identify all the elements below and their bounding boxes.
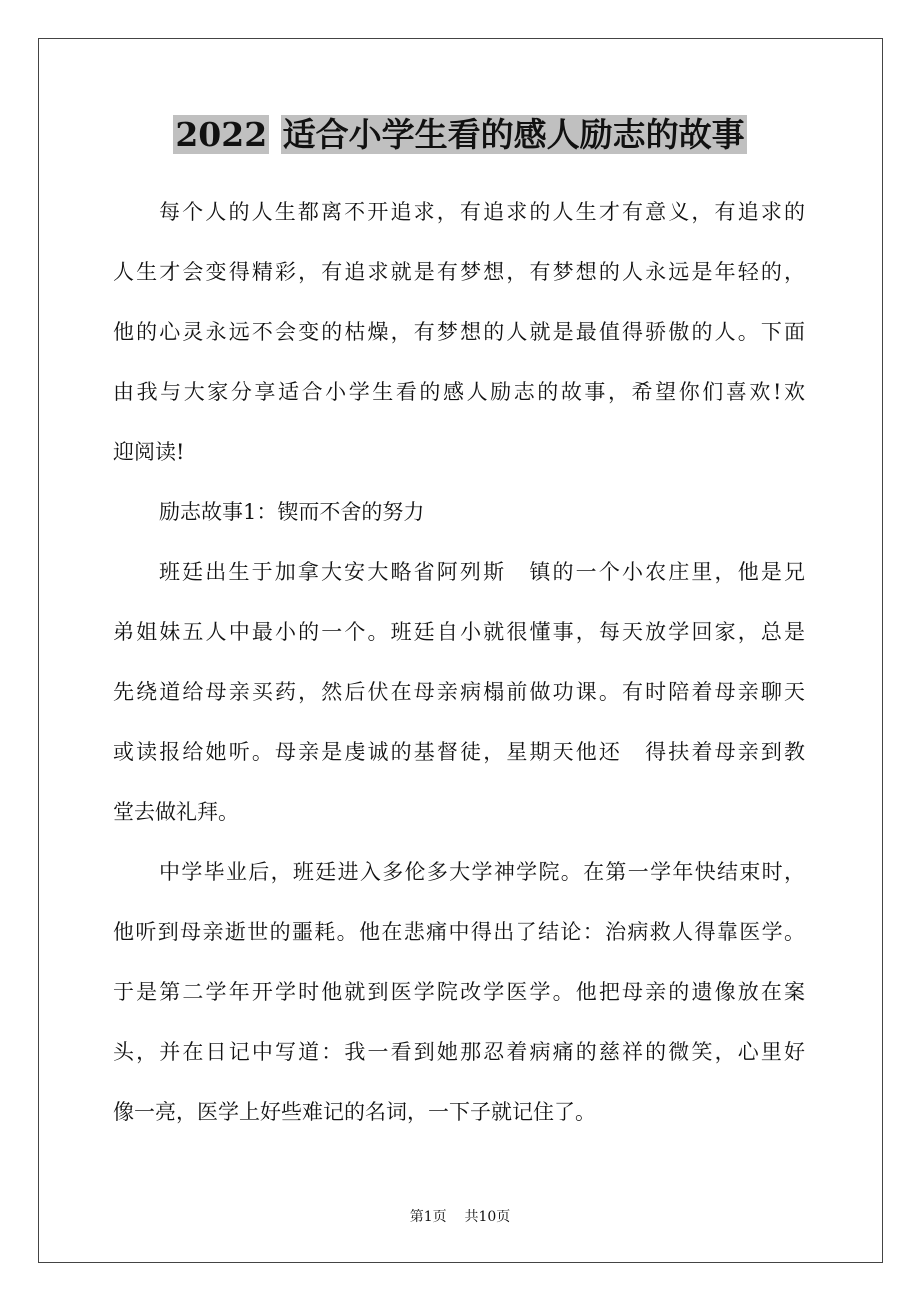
paragraph-line: 励志故事1：锲而不舍的努力 <box>159 500 425 524</box>
paragraph-line: 先绕道给母亲买药，然后伏在母亲病榻前做功课。有时陪着母亲聊天 <box>113 680 805 704</box>
page-footer <box>0 1206 920 1226</box>
paragraph-line: 于是第二学年开学时他就到医学院改学医学。他把母亲的遗像放在案 <box>113 980 805 1004</box>
document-title <box>0 112 920 158</box>
paragraph-line: 他听到母亲逝世的噩耗。他在悲痛中得出了结论：治病救人得靠医学。 <box>113 920 805 944</box>
paragraph-line: 头，并在日记中写道：我一看到她那忍着病痛的慈祥的微笑，心里好 <box>113 1040 805 1064</box>
title-year: 2022 <box>175 115 268 154</box>
paragraph-line: 弟姐妹五人中最小的一个。班廷自小就很懂事，每天放学回家，总是 <box>113 620 805 644</box>
paragraph-line: 堂去做礼拜。 <box>113 800 239 824</box>
paragraph-line: 由我与大家分享适合小学生看的感人励志的故事，希望你们喜欢!欢 <box>113 380 805 404</box>
title-text: 适合小学生看的感人励志的故事 <box>282 115 745 154</box>
document-body <box>113 182 805 1142</box>
paragraph-line: 人生才会变得精彩，有追求就是有梦想，有梦想的人永远是年轻的， <box>113 260 805 284</box>
paragraph-line: 迎阅读! <box>113 440 185 464</box>
page-number: 第1页 <box>409 1209 447 1225</box>
paragraph-line: 班廷出生于加拿大安大略省阿列斯 镇的一个小农庄里，他是兄 <box>159 560 805 584</box>
paragraph-line: 他的心灵永远不会变的枯燥，有梦想的人就是最值得骄傲的人。下面 <box>113 320 805 344</box>
paragraph-line: 每个人的人生都离不开追求，有追求的人生才有意义，有追求的 <box>159 200 805 224</box>
paragraph-line: 中学毕业后，班廷进入多伦多大学神学院。在第一学年快结束时， <box>159 860 805 884</box>
paragraph-line: 像一亮，医学上好些难记的名词，一下子就记住了。 <box>113 1100 596 1124</box>
paragraph-line: 或读报给她听。母亲是虔诚的基督徒，星期天他还 得扶着母亲到教 <box>113 740 805 764</box>
page-total: 共10页 <box>464 1209 511 1225</box>
